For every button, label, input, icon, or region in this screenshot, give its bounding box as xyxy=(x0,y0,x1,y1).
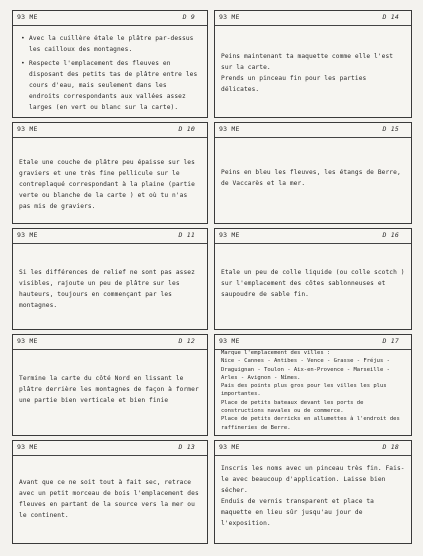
card-d16 xyxy=(214,228,412,330)
card-code: 93 ME xyxy=(17,231,38,239)
card-code: 93 ME xyxy=(219,337,240,345)
instruction-text: Peins en bleu les fleuves, les étangs de Berre, de Vaccarès et la mer. xyxy=(221,169,401,187)
card-number: D 16 xyxy=(382,231,399,239)
card-d11 xyxy=(12,228,208,330)
card-d17 xyxy=(214,334,412,436)
instruction-text: Place de petits bateaux devant les ports de constructions navales ou de commerce. xyxy=(221,399,364,415)
instruction-text: Avant que ce ne soit tout à fait sec, retrace avec un petit morceau de bois l'emplacement des fleuves en partant de la source vers la mer ou le continent. xyxy=(19,479,199,519)
card-d12 xyxy=(12,334,208,436)
card-d13 xyxy=(12,440,208,544)
card-code: 93 ME xyxy=(219,231,240,239)
card-number: D 14 xyxy=(382,13,399,21)
instruction-text: Si les différences de relief ne sont pas assez visibles, rajoute un peu de plâtre sur les hauteurs, toujours en commençant par les montagnes. xyxy=(19,269,195,309)
card-number: D 15 xyxy=(382,125,399,133)
card-code: 93 ME xyxy=(17,125,38,133)
card-code: 93 ME xyxy=(17,443,38,451)
card-number: D 18 xyxy=(382,443,399,451)
card-code: 93 ME xyxy=(17,337,38,345)
card-d15 xyxy=(214,122,412,224)
card-d18 xyxy=(214,440,412,544)
card-d9 xyxy=(12,10,208,118)
instruction-text: Pais des points plus gros pour les villes les plus importantes. xyxy=(221,383,387,398)
card-code: 93 ME xyxy=(219,443,240,451)
instruction-text: Prends un pinceau fin pour les parties délicates. xyxy=(221,75,367,93)
instruction-text: Inscris les noms avec un pinceau très fin. Fais-le avec beaucoup d'application. Laisse bien sécher. xyxy=(221,465,405,494)
instruction-text: Place de petits derricks en allumettes à l'endroit des raffineries de Berre. xyxy=(221,416,400,431)
instruction-text: Etale un peu de colle liquide (ou colle scotch ) sur l'emplacement des côtes sablonneuses et saupoudre de sable fin. xyxy=(221,269,405,298)
card-d14 xyxy=(214,10,412,118)
card-number: D 17 xyxy=(382,337,399,345)
card-number: D 11 xyxy=(178,231,195,239)
card-number: D 10 xyxy=(178,125,195,133)
instruction-bullet: • Respecte l'emplacement des fleuves en disposant des petits tas de plâtre entre les cours d'eau, mais seulement dans les endroits correspondants aux vallées assez larges (en vert ou blanc sur la carte). xyxy=(29,58,201,113)
card-code: 93 ME xyxy=(17,13,38,21)
card-number: D 12 xyxy=(178,337,195,345)
instruction-bullet: • Avec la cuillère étale le plâtre par-dessus les cailloux des montagnes. xyxy=(29,33,201,55)
instruction-text: Marque l'emplacement des villes : xyxy=(221,350,331,356)
card-code: 93 ME xyxy=(219,125,240,133)
instruction-text: Termine la carte du côté Nord en lissant le plâtre derrière les montagnes de façon à former une partie bien verticale et bien finie xyxy=(19,375,199,404)
card-number: D 13 xyxy=(178,443,195,451)
card-code: 93 ME xyxy=(219,13,240,21)
city-list: Nice - Cannes - Antibes - Vence - Grasse - Fréjus - Draguignan - Toulon - Aix-en-Provence - Marseille - Arles - Avignon - Nîmes. xyxy=(221,358,390,381)
instruction-text: Etale une couche de plâtre peu épaisse sur les graviers et une très fine pellicule sur le contreplaqué correspondant à la plaine (partie verte ou blanche de la carte ) et où tu n'as pas mis de graviers. xyxy=(19,159,195,210)
card-number: D 9 xyxy=(182,13,195,21)
instruction-text: Peins maintenant ta maquette comme elle l'est sur la carte. xyxy=(221,53,394,71)
instruction-text: Enduis de vernis transparent et place ta maquette en lieu sûr jusqu'au jour de l'exposition. xyxy=(221,498,375,527)
card-d10 xyxy=(12,122,208,224)
